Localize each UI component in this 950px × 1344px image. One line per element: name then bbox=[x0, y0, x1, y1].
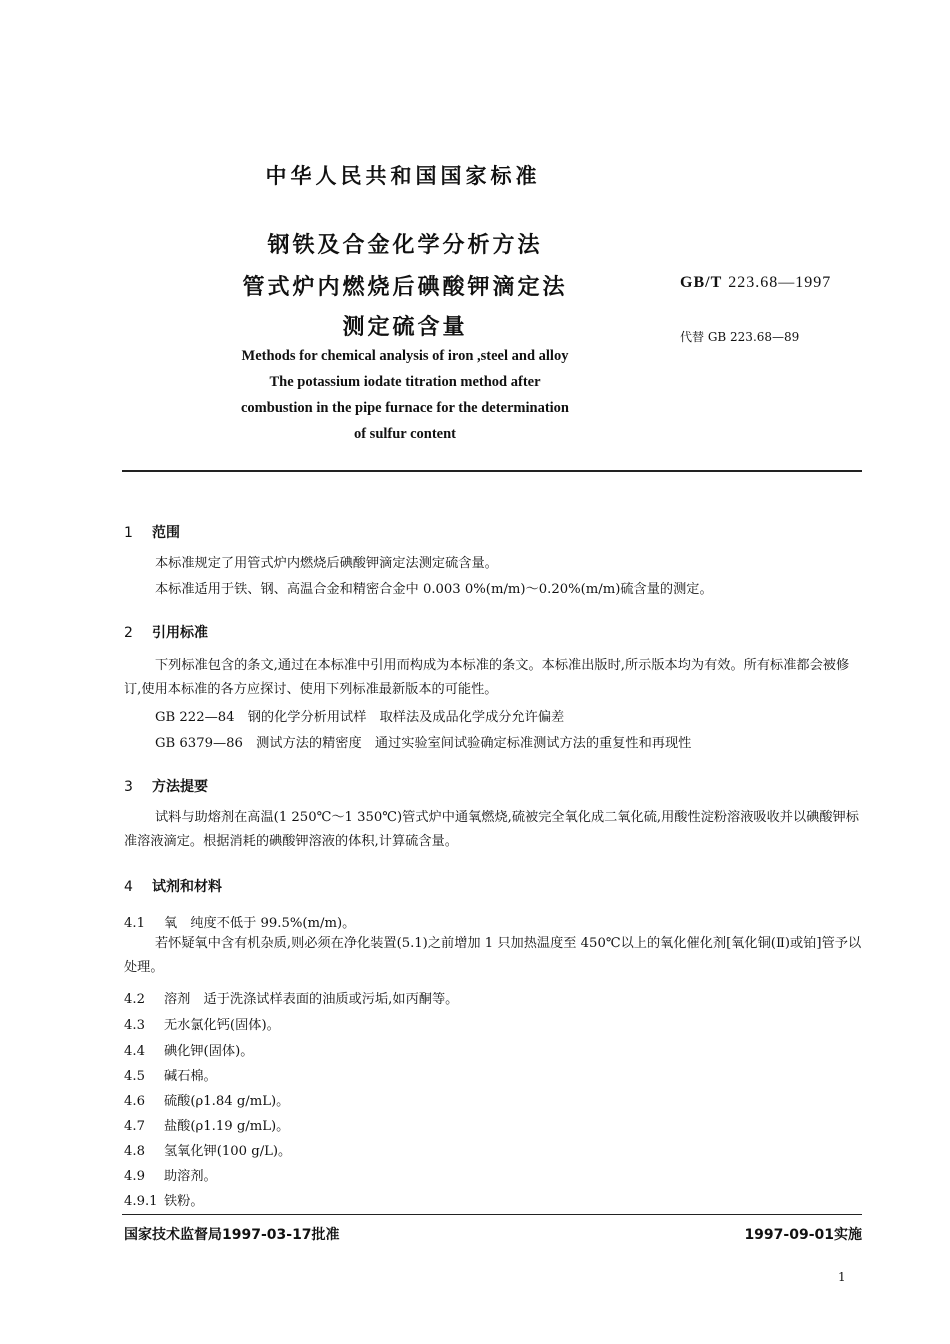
standard-code: 223.68—1997 bbox=[728, 274, 832, 291]
item-text: 氢氧化钾(100 g/L)。 bbox=[164, 1144, 292, 1159]
standard-prefix: GB/T bbox=[680, 274, 723, 291]
list-item-4-5 bbox=[124, 1065, 217, 1084]
list-item-4-8 bbox=[124, 1140, 291, 1159]
section-number: 1 bbox=[124, 525, 133, 541]
item-number: 4.9.1 bbox=[124, 1194, 158, 1209]
list-item-4-7 bbox=[124, 1115, 289, 1134]
section-number: 3 bbox=[124, 779, 133, 795]
item-number: 4.3 bbox=[124, 1018, 145, 1033]
title-en-line-1: Methods for chemical analysis of iron ,steel and alloy bbox=[241, 348, 569, 364]
section-1-paragraph-2: 本标准适用于铁、钢、高温合金和精密合金中 0.003 0%(m/m)～0.20%(m/m)硫含量的测定。 bbox=[155, 582, 713, 597]
section-title: 试剂和材料 bbox=[152, 879, 222, 895]
item-text: 无水氯化钙(固体)。 bbox=[164, 1018, 280, 1033]
section-4-heading bbox=[124, 876, 222, 896]
page-number: 1 bbox=[838, 1270, 846, 1284]
title-zh-line-2: 管式炉内燃烧后碘酸钾滴定法 bbox=[242, 275, 568, 300]
title-en-line-2: The potassium iodate titration method after bbox=[269, 374, 541, 390]
list-item-4-2 bbox=[124, 988, 458, 1007]
item-number: 4.9 bbox=[124, 1169, 145, 1184]
section-2-paragraph-1: 下列标准包含的条文,通过在本标准中引用而构成为本标准的条文。本标准出版时,所示版本均为有效。所有标准都会被修订,使用本标准的各方应探讨、使用下列标准最新版本的可能性。 bbox=[124, 658, 850, 697]
section-1-heading bbox=[124, 522, 180, 542]
item-text: 碘化钾(固体)。 bbox=[164, 1044, 254, 1059]
footer-divider bbox=[122, 1214, 862, 1215]
item-number: 4.8 bbox=[124, 1144, 145, 1159]
item-text: 盐酸(ρ1.19 g/mL)。 bbox=[164, 1119, 290, 1134]
list-item-4-9 bbox=[124, 1165, 217, 1184]
item-text: 硫酸(ρ1.84 g/mL)。 bbox=[164, 1094, 290, 1109]
replaces-note: 代替 GB 223.68—89 bbox=[680, 330, 800, 344]
national-standard-heading: 中华人民共和国国家标准 bbox=[265, 164, 541, 188]
section-number: 4 bbox=[124, 879, 133, 895]
section-title: 引用标准 bbox=[152, 625, 208, 641]
header-divider bbox=[122, 470, 862, 472]
section-number: 2 bbox=[124, 625, 133, 641]
section-3-heading bbox=[124, 776, 208, 796]
item-text: 氧 纯度不低于 99.5%(m/m)。 bbox=[164, 916, 356, 931]
section-title: 方法提要 bbox=[152, 779, 208, 795]
item-number: 4.7 bbox=[124, 1119, 145, 1134]
item-text: 助溶剂。 bbox=[164, 1169, 217, 1184]
item-number: 4.5 bbox=[124, 1069, 145, 1084]
section-title: 范围 bbox=[152, 525, 180, 541]
section-2-heading bbox=[124, 622, 208, 642]
reference-gb6379: GB 6379—86 测试方法的精密度 通过实验室间试验确定标准测试方法的重复性和再现性 bbox=[155, 736, 692, 751]
title-en-line-3: combustion in the pipe furnace for the determination bbox=[241, 400, 569, 416]
list-item-4-4 bbox=[124, 1040, 253, 1059]
item-4-1-note: 若怀疑氧中含有机杂质,则必须在净化装置(5.1)之前增加 1 只加热温度至 450℃以上的氧化催化剂[氧化铜(Ⅱ)或铂]管予以处理。 bbox=[124, 936, 862, 975]
item-number: 4.1 bbox=[124, 916, 145, 931]
standard-number bbox=[680, 274, 831, 292]
item-number: 4.4 bbox=[124, 1044, 145, 1059]
reference-gb222: GB 222—84 钢的化学分析用试样 取样法及成品化学成分允许偏差 bbox=[155, 710, 565, 725]
item-text: 碱石棉。 bbox=[164, 1069, 217, 1084]
list-item-4-1 bbox=[124, 912, 355, 931]
item-number: 4.6 bbox=[124, 1094, 145, 1109]
list-item-4-6 bbox=[124, 1090, 289, 1109]
implementation-date: 1997-09-01实施 bbox=[744, 1227, 862, 1243]
title-zh-line-1: 钢铁及合金化学分析方法 bbox=[267, 233, 543, 258]
item-text: 溶剂 适于洗涤试样表面的油质或污垢,如丙酮等。 bbox=[164, 992, 459, 1007]
title-en-line-4: of sulfur content bbox=[353, 426, 457, 442]
title-zh-line-3: 测定硫含量 bbox=[342, 315, 468, 340]
item-number: 4.2 bbox=[124, 992, 145, 1007]
section-3-paragraph-1: 试料与助熔剂在高温(1 250℃～1 350℃)管式炉中通氧燃烧,硫被完全氧化成二氧化硫,用酸性淀粉溶液吸收并以碘酸钾标准溶液滴定。根据消耗的碘酸钾溶液的体积,计算硫含量。 bbox=[124, 810, 859, 849]
section-1-paragraph-1: 本标准规定了用管式炉内燃烧后碘酸钾滴定法测定硫含量。 bbox=[155, 556, 498, 571]
list-item-4-9-1 bbox=[124, 1190, 204, 1209]
list-item-4-3 bbox=[124, 1014, 280, 1033]
item-text: 铁粉。 bbox=[164, 1194, 204, 1209]
approval-date: 国家技术监督局1997-03-17批准 bbox=[124, 1227, 340, 1243]
